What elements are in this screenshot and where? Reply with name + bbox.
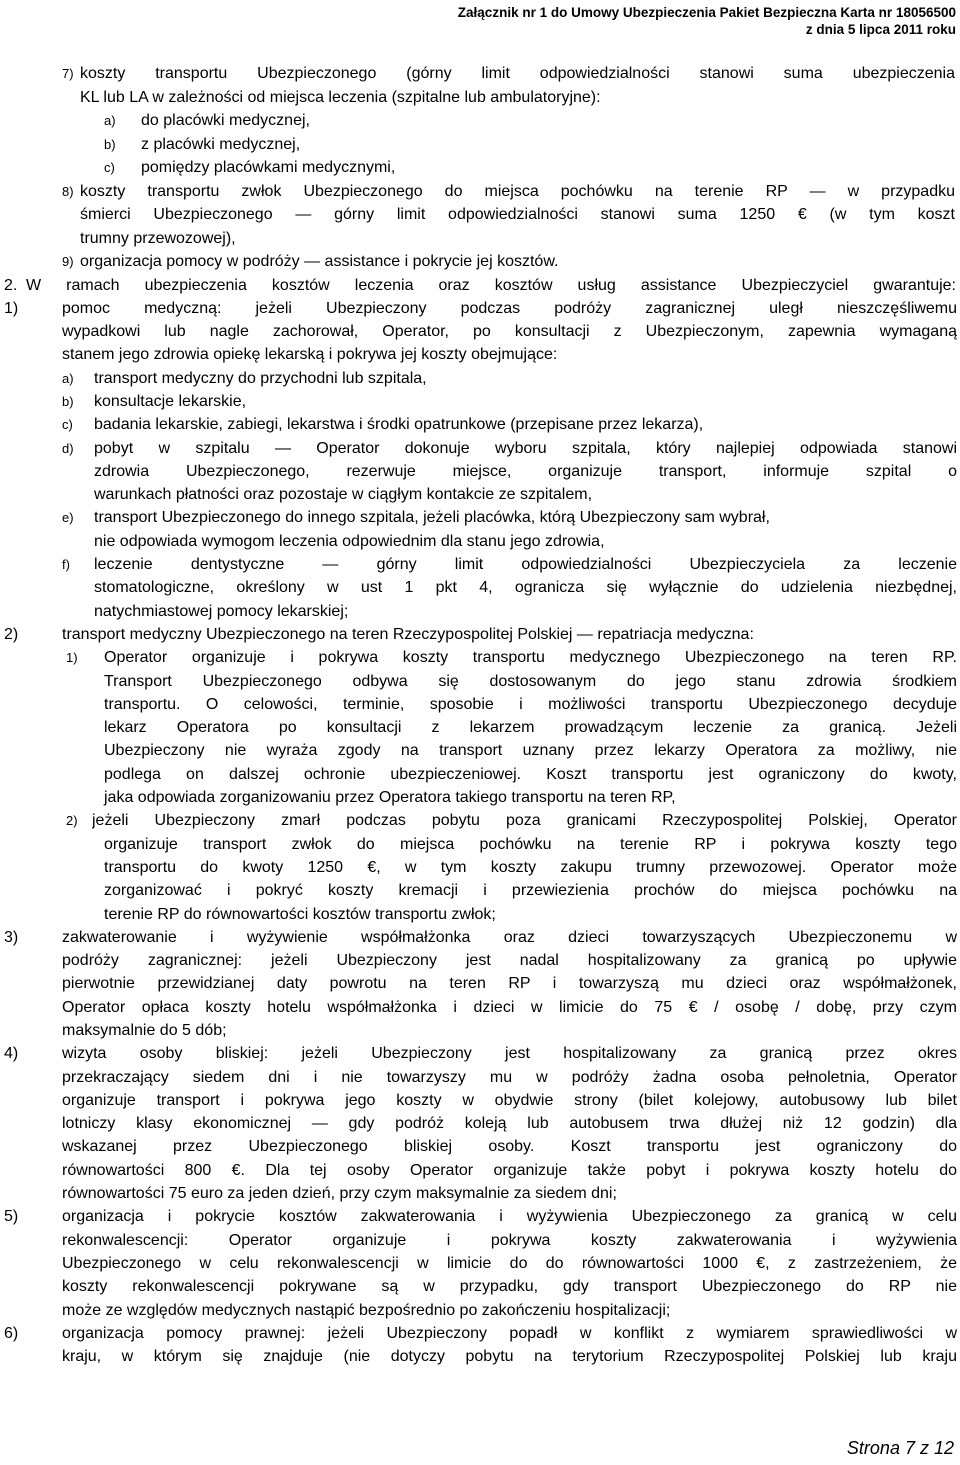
text-line (0, 1066, 960, 1089)
line-text: organizacja pomocy prawnej: jeżeli Ubezpieczony popadł w konflikt z wymiarem sprawiedliwości w (62, 1324, 957, 1342)
text-line (0, 949, 960, 972)
text-line (0, 670, 960, 693)
line-text: warunkach płatności oraz pozostaje w ciągłym kontakcie ze szpitalem, (94, 486, 593, 504)
line-text: wskazanej przez Ubezpieczonego bliskiej osoby. Koszt transportu jest ograniczony do (62, 1138, 957, 1156)
text-line (0, 530, 960, 553)
text-line (0, 437, 960, 460)
line-text: leczenie dentystyczne — górny limit odpowiedzialności Ubezpieczyciela za leczenie (94, 556, 957, 574)
text-line (0, 1275, 960, 1298)
text-line (0, 646, 960, 669)
line-text: zdrowia Ubezpieczonego, rezerwuje miejsce, organizuje transport, informuje szpital o (94, 462, 957, 480)
text-line (0, 413, 960, 436)
list-marker: 2) (66, 813, 78, 829)
document-body (0, 62, 960, 1368)
line-text: pomoc medyczną: jeżeli Ubezpieczony podczas podróży zagranicznej uległ nieszczęśliwemu (62, 299, 957, 317)
line-text: Transport Ubezpieczonego odbywa się dostosowanym do jego stanu zdrowia środkiem (104, 672, 957, 690)
list-marker: c) (62, 417, 73, 433)
text-line (0, 1089, 960, 1112)
text-line (0, 693, 960, 716)
line-text: transportu do kwoty 1250 €, w tym koszty zakupu trumny przewozowej. Operator może (104, 858, 957, 876)
text-line (0, 1205, 960, 1228)
text-line (0, 716, 960, 739)
line-text: równowartości 800 €. Dla tej osoby Operator organizuje także pobyt i pokrywa koszty hotelu do (62, 1161, 957, 1179)
text-line (0, 1229, 960, 1252)
line-text: przekraczający siedem dni i nie towarzyszy mu w podróży żadna osoba pełnoletnia, Operator (62, 1068, 957, 1086)
document-header (256, 4, 956, 38)
line-text: transport medyczny Ubezpieczonego na teren Rzeczypospolitej Polskiej — repatriacja medyczna: (62, 625, 754, 643)
line-text: organizuje transport i pokrywa jego koszty w obydwie strony (bilet kolejowy, autobusowy lub bilet (62, 1091, 957, 1109)
text-line (0, 62, 960, 86)
line-text: badania lekarskie, zabiegi, lekarstwa i środki opatrunkowe (przepisane przez lekarza), (94, 416, 704, 434)
line-text: pobyt w szpitalu — Operator dokonuje wyboru szpitala, który najlepiej odpowiada stanowi (94, 439, 957, 457)
line-text: Ubezpieczonego w celu rekonwalescencji w limicie do do równowartości 1000 €, z zastrzeżeniem, że (62, 1254, 957, 1272)
line-text: kraju, w którym się znajduje (nie dotyczy pobytu na terytorium Rzeczypospolitej Polskiej lub kraju (62, 1348, 957, 1366)
line-text: organizacja pomocy w podróży — assistance i pokrycie jej kosztów. (80, 253, 559, 270)
line-text: zakwaterowanie i wyżywienie współmałżonka oraz dzieci towarzyszących Ubezpieczonemu w (62, 928, 957, 946)
line-text: koszty rekonwalescencji pokrywane są w przypadku, gdy transport Ubezpieczonego do RP nie (62, 1278, 957, 1296)
line-text: terenie RP do równowartości kosztów transportu zwłok; (104, 905, 496, 923)
text-line (0, 320, 960, 343)
line-text: Operator opłaca koszty hotelu współmałżonka i dzieci w limicie do 75 € / osobę / dobę, przy czym (62, 998, 957, 1016)
text-line (0, 553, 960, 576)
list-marker: 3) (4, 928, 19, 946)
text-line (0, 972, 960, 995)
text-line (0, 343, 960, 366)
line-text: Ubezpieczony nie wyraża zgody na transport uznany przez lekarzy Operatora za możliwy, nie (104, 742, 957, 760)
list-marker: b) (104, 136, 116, 152)
header-date-line: z dnia 5 lipca 2011 roku (805, 22, 956, 37)
text-line (0, 903, 960, 926)
line-text: koszty transportu zwłok Ubezpieczonego do miejsca pochówku na terenie RP — w przypadku (80, 182, 955, 200)
line-text: pierwotnie przewidzianej daty powrotu na teren RP i towarzyszą mu dzieci oraz współmałżonek, (62, 975, 957, 993)
line-text: wypadkowi lub nagle zachorował, Operator, po konsultacji z Ubezpieczonym, zapewnia wymaganą (62, 323, 957, 341)
list-marker: 5) (4, 1208, 19, 1226)
text-line (0, 460, 960, 483)
text-line (0, 86, 960, 110)
line-text: jeżeli Ubezpieczony zmarł podczas pobytu poza granicami Rzeczypospolitej Polskiej, Operator (92, 812, 957, 830)
list-marker: c) (104, 160, 115, 175)
header-attachment-line: Załącznik nr 1 do Umowy Ubezpieczenia Pakiet Bezpieczna Karta nr 18056500 (457, 5, 956, 20)
list-marker: b) (62, 393, 74, 409)
line-text: równowartości 75 euro za jeden dzień, przy czym maksymalnie za siedem dni; (62, 1185, 617, 1203)
text-line (0, 156, 960, 180)
list-marker: e) (62, 510, 74, 526)
line-text: natychmiastowej pomocy lekarskiej; (94, 602, 349, 620)
line-text: transportu. O celowości, terminie, sposobie i możliwości transportu Ubezpieczonego decyduje (104, 695, 957, 713)
text-line (0, 506, 960, 529)
line-text: stomatologiczne, określony w ust 1 pkt 4, ogranicza się wyłącznie do udzielenia niezbędnej, (94, 579, 957, 597)
text-line (0, 600, 960, 623)
text-line (0, 856, 960, 879)
text-line (0, 1182, 960, 1205)
line-text: trumny przewozowej), (80, 229, 236, 247)
text-line (0, 879, 960, 902)
line-text: nie odpowiada wymogom leczenia odpowiednim dla stanu jego zdrowia, (94, 532, 605, 550)
text-line (0, 1345, 960, 1368)
line-text: z placówki medycznej, (141, 135, 301, 153)
line-text: organizuje transport zwłok do miejsca pochówku na terenie RP i pokrywa koszty tego (104, 835, 957, 853)
line-text: W ramach ubezpieczenia kosztów leczenia oraz kosztów usług assistance Ubezpieczyciel gwarantuje: (26, 276, 956, 294)
text-line (0, 926, 960, 949)
text-line (0, 1322, 960, 1345)
list-marker: 4) (4, 1045, 19, 1063)
text-line (0, 739, 960, 762)
line-text: może ze względów medycznych nastąpić bezpośrednio po zakończeniu hospitalizacji; (62, 1301, 671, 1319)
text-line (0, 576, 960, 599)
line-text: pomiędzy placówkami medycznymi, (141, 159, 396, 176)
text-line (0, 133, 960, 157)
text-line (0, 1159, 960, 1182)
line-text: zorganizować i pokryć koszty kremacji i przewiezienia prochów do miejsca pochówku na (104, 882, 957, 900)
list-marker: 8) (62, 183, 74, 199)
list-marker: 1) (4, 299, 19, 317)
list-marker: 2) (4, 625, 19, 643)
text-line (0, 390, 960, 413)
line-text: do placówki medycznej, (141, 112, 310, 129)
list-marker: a) (62, 370, 74, 386)
line-text: śmierci Ubezpieczonego — górny limit odpowiedzialności stanowi suma 1250 € (w tym koszt (80, 206, 955, 223)
list-marker: 2. (4, 276, 18, 294)
text-line (0, 623, 960, 646)
line-text: podróży zagranicznej: jeżeli Ubezpieczony jest nadal hospitalizowany za granicą po upływie (62, 952, 957, 970)
text-line (0, 180, 960, 204)
text-line (0, 1299, 960, 1322)
list-marker: 9) (62, 254, 74, 269)
list-marker: f) (62, 557, 70, 573)
text-line (0, 1252, 960, 1275)
line-text: konsultacje lekarskie, (94, 392, 247, 410)
line-text: transport medyczny do przychodni lub szpitala, (94, 369, 427, 387)
list-marker: 7) (62, 66, 74, 81)
text-line (0, 227, 960, 251)
text-line (0, 274, 960, 297)
line-text: jaka odpowiada zorganizowaniu przez Operatora takiego transportu na teren RP, (104, 789, 676, 807)
text-line (0, 833, 960, 856)
line-text: rekonwalescencji: Operator organizuje i pokrywa koszty zakwaterowania i wyżywienia (62, 1231, 957, 1249)
list-marker: 1) (66, 650, 78, 666)
line-text: Operator organizuje i pokrywa koszty transportu medycznego Ubezpieczonego na teren RP. (104, 649, 957, 667)
list-marker: 6) (4, 1324, 19, 1342)
line-text: podlega on dalszej ochronie ubezpieczeniowej. Koszt transportu jest ograniczony do kwoty, (104, 765, 957, 783)
text-line (0, 996, 960, 1019)
line-text: maksymalnie do 5 dób; (62, 1022, 227, 1039)
line-text: lekarz Operatora po konsultacji z lekarzem prowadzącym leczenie za granicą. Jeżeli (104, 719, 957, 737)
line-text: wizyta osoby bliskiej: jeżeli Ubezpieczony jest hospitalizowany za granicą przez okres (62, 1045, 957, 1063)
text-line (0, 250, 960, 274)
text-line (0, 763, 960, 786)
text-line (0, 1042, 960, 1065)
line-text: KL lub LA w zależności od miejsca leczenia (szpitalne lub ambulatoryjne): (80, 88, 601, 106)
list-marker: a) (104, 113, 116, 128)
text-line (0, 297, 960, 320)
page-number: Strona 7 z 12 (846, 1438, 954, 1458)
text-line (0, 1135, 960, 1158)
line-text: stanem jego zdrowia opiekę lekarską i pokrywa jej koszty obejmujące: (62, 346, 558, 364)
text-line (0, 203, 960, 227)
text-line (0, 367, 960, 390)
text-line (0, 109, 960, 133)
line-text: organizacja i pokrycie kosztów zakwaterowania i wyżywienia Ubezpieczonego za granicą w celu (62, 1208, 957, 1226)
text-line (0, 483, 960, 506)
line-text: transport Ubezpieczonego do innego szpitala, jeżeli placówka, którą Ubezpieczony sam wybrał, (94, 509, 770, 527)
line-text: koszty transportu Ubezpieczonego (górny limit odpowiedzialności stanowi suma ubezpieczenia (80, 65, 955, 82)
line-text: lotniczy klasy ekonomicznej — gdy podróż koleją lub autobusem trwa dłużej niż 12 godzin) dla (62, 1115, 957, 1133)
text-line (0, 1112, 960, 1135)
list-marker: d) (62, 440, 74, 456)
text-line (0, 809, 960, 832)
text-line (0, 786, 960, 809)
text-line (0, 1019, 960, 1042)
